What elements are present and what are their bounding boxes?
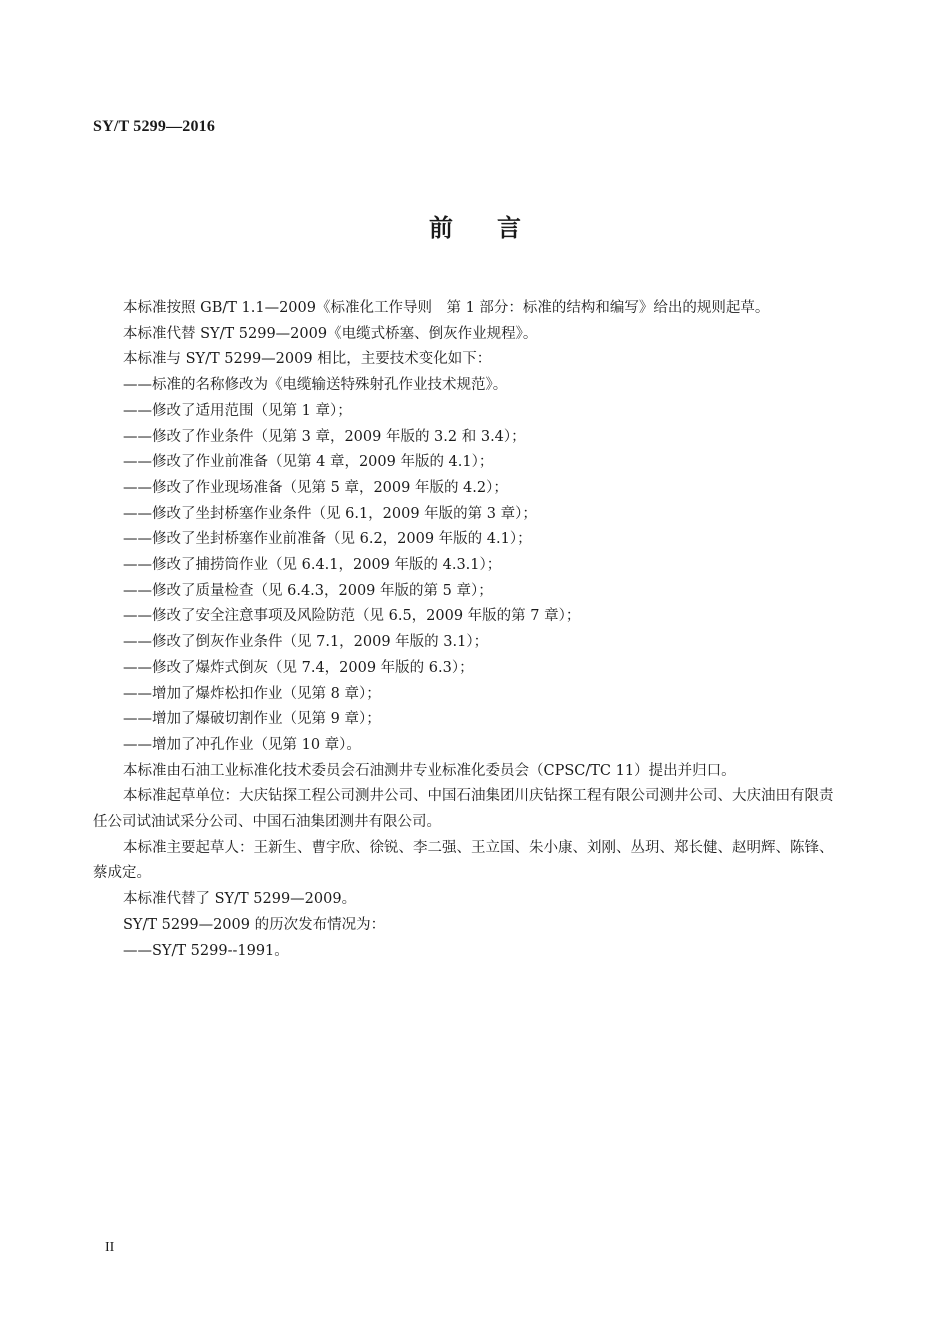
foreword-body [93,296,835,964]
paragraph-changes-intro: 本标准与 SY/T 5299—2009 相比，主要技术变化如下： [123,351,492,368]
change-item: ——修改了捕捞筒作业（见 6.4.1，2009 年版的 4.3.1）； [123,557,502,574]
paragraph-drafting-units: 本标准起草单位：大庆钻探工程公司测井公司、中国石油集团川庆钻探工程有限公司测井公司、大庆油田有限责任公司试油试采分公司、中国石油集团测井有限公司。 [93,788,834,831]
change-item: ——修改了作业条件（见第 3 章，2009 年版的 3.2 和 3.4）； [123,428,526,445]
change-item: ——标准的名称修改为《电缆输送特殊射孔作业技术规范》。 [123,377,508,394]
change-item: ——修改了作业现场准备（见第 5 章，2009 年版的 4.2）； [123,479,508,496]
change-item: ——增加了爆炸松扣作业（见第 8 章）； [123,685,381,702]
section-title: 前言 [429,214,565,242]
history-item: ——SY/T 5299--1991。 [123,942,289,959]
change-item: ——增加了爆破切割作业（见第 9 章）； [123,711,381,728]
paragraph-drafting-rules: 本标准按照 GB/T 1.1—2009《标准化工作导则 第 1 部分：标准的结构和编写》给出的规则起草。 [123,300,770,316]
change-item: ——修改了适用范围（见第 1 章）； [123,402,352,419]
change-item: ——修改了倒灰作业条件（见 7.1，2009 年版的 3.1）； [123,634,489,651]
paragraph-history-intro: SY/T 5299—2009 的历次发布情况为： [123,916,386,933]
change-item: ——修改了爆炸式倒灰（见 7.4，2009 年版的 6.3）； [123,659,474,676]
page-number: II [105,1240,115,1255]
paragraph-drafters: 本标准主要起草人：王新生、曹宇欣、徐锐、李二强、王立国、朱小康、刘刚、丛玥、郑长健、赵明辉、陈锋、蔡成定。 [93,839,834,882]
paragraph-proposer: 本标准由石油工业标准化技术委员会石油测井专业标准化委员会（CPSC/TC 11）提出并归口。 [123,762,736,779]
change-item: ——修改了坐封桥塞作业条件（见 6.1，2009 年版的第 3 章）； [123,505,537,522]
document-id-header: SY/T 5299—2016 [93,118,216,135]
change-item: ——修改了安全注意事项及风险防范（见 6.5，2009 年版的第 7 章）； [123,608,581,625]
change-item: ——修改了作业前准备（见第 4 章，2009 年版的 4.1）； [123,454,494,471]
change-item: ——修改了质量检查（见 6.4.3，2009 年版的第 5 章）； [123,582,493,599]
change-item: ——增加了冲孔作业（见第 10 章）。 [123,736,361,753]
paragraph-replaces: 本标准代替 SY/T 5299—2009《电缆式桥塞、倒灰作业规程》。 [123,325,538,342]
paragraph-supersedes: 本标准代替了 SY/T 5299—2009。 [123,891,357,908]
change-item: ——修改了坐封桥塞作业前准备（见 6.2，2009 年版的 4.1）； [123,531,532,548]
